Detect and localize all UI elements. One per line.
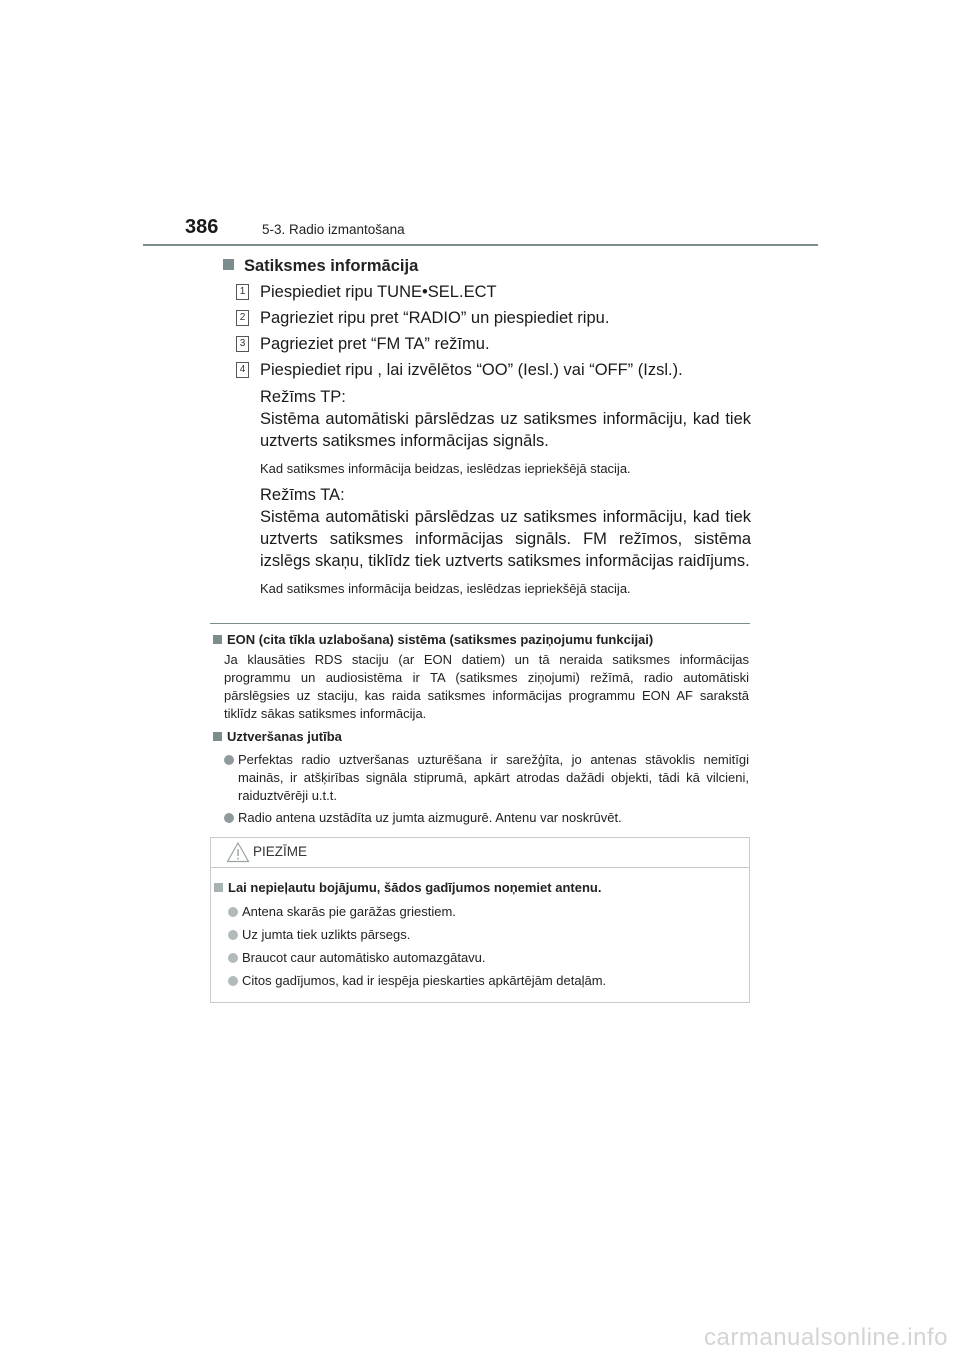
page-number: 386 (185, 216, 219, 238)
step-text: Pagrieziet pret “FM TA” režīmu. (260, 335, 490, 353)
notice-box (210, 837, 750, 1003)
round-bullet-icon (228, 976, 238, 986)
step-number-badge: 4 (236, 362, 249, 378)
round-bullet-icon (228, 907, 238, 917)
round-bullet-icon (224, 813, 234, 823)
step-number-badge: 2 (236, 310, 249, 326)
mode-description: Sistēma automātiski pārslēdzas uz satiksmes informāciju, kad tiek uztverts satiksmes informācijas signāls. (260, 410, 751, 450)
eon-description: Ja klausāties RDS staciju (ar EON datiem) un tā neraida satiksmes informācijas programmu un audiosistēma ir TA (satiksmes ziņojumi) režīmā, radio automātiski pārslēgsies uz staciju, kas raida satiksmes informācijas programmu EON AF sarakstā tiklīdz sākas satiksmes informācija. (224, 652, 749, 721)
notice-bullet (214, 972, 749, 990)
info-section (213, 630, 749, 827)
notice-label: PIEZĪME (253, 844, 308, 859)
reception-heading-text: Uztveršanas jutība (227, 729, 342, 744)
mode-title: Režīms TA: (260, 486, 345, 504)
step-2 (223, 306, 751, 330)
notice-heading-text: Lai nepieļautu bojājumu, šādos gadījumos noņemiet antenu. (228, 880, 602, 895)
round-bullet-icon (224, 755, 234, 765)
bullet-text: Uz jumta tiek uzlikts pārsegs. (242, 927, 411, 942)
section-divider (210, 623, 750, 624)
round-bullet-icon (228, 953, 238, 963)
section-title: 5-3. Radio izmantošana (262, 222, 405, 237)
bullet-text: Radio antena uzstādīta uz jumta aizmugurē. Antenu var noskrūvēt. (238, 810, 622, 825)
square-bullet-icon (214, 883, 223, 892)
step-text: Pagrieziet ripu pret “RADIO” un piespiediet ripu. (260, 309, 610, 327)
square-bullet-icon (223, 259, 234, 270)
step-number-badge: 3 (236, 336, 249, 352)
warning-triangle-icon (226, 841, 250, 863)
notice-bullet (214, 949, 749, 967)
watermark: carmanualsonline.info (704, 1324, 948, 1351)
notice-body (211, 868, 749, 990)
header-divider (143, 244, 818, 246)
mode-title: Režīms TP: (260, 388, 346, 406)
notice-bullet (214, 903, 749, 921)
notice-heading (214, 878, 749, 898)
square-bullet-icon (213, 732, 222, 741)
step-text: Piespiediet ripu , lai izvēlētos “OO” (Iesl.) vai “OFF” (Izsl.). (260, 361, 683, 379)
round-bullet-icon (228, 930, 238, 940)
mode-tp-block (223, 386, 751, 478)
bullet-text: Citos gadījumos, kad ir iespēja pieskarties apkārtējām detaļām. (242, 973, 607, 988)
mode-description: Sistēma automātiski pārslēdzas uz satiksmes informāciju, kad tiek uztverts satiksmes informācijas signāls. FM režīmos, sistēma izslēgs skaņu, tiklīdz tiek uztverts satiksmes informācijas raidījums. (260, 508, 751, 570)
step-number-badge: 1 (236, 284, 249, 300)
mode-ta-block (223, 484, 751, 598)
notice-header (211, 838, 749, 868)
eon-heading (213, 630, 749, 650)
reception-bullet (213, 751, 749, 805)
step-text: Piespiediet ripu TUNE•SEL.ECT (260, 283, 497, 301)
reception-bullet (213, 809, 749, 827)
reception-heading (213, 727, 749, 747)
bullet-text: Antena skarās pie garāžas griestiem. (242, 904, 456, 919)
notice-bullet (214, 926, 749, 944)
bullet-text: Braucot caur automātisko automazgātavu. (242, 950, 486, 965)
traffic-info-section (223, 254, 751, 598)
mode-note: Kad satiksmes informācija beidzas, ieslēdzas iepriekšējā stacija. (260, 461, 631, 476)
mode-note: Kad satiksmes informācija beidzas, ieslēdzas iepriekšējā stacija. (260, 581, 631, 596)
traffic-info-heading-text: Satiksmes informācija (244, 257, 419, 275)
square-bullet-icon (213, 635, 222, 644)
step-3 (223, 332, 751, 356)
eon-heading-text: EON (cita tīkla uzlabošana) sistēma (satiksmes paziņojumu funkcijai) (227, 632, 654, 647)
step-4 (223, 358, 751, 382)
bullet-text: Perfektas radio uztveršanas uzturēšana ir sarežģīta, jo antenas stāvoklis nemitīgi mainās, ir atšķirības signāla stiprumā, apkārt atrodas dažādi objekti, tādi kā vilcieni, raiduztvērēji u.t.t. (238, 752, 749, 803)
traffic-info-heading (223, 254, 751, 278)
step-1 (223, 280, 751, 304)
